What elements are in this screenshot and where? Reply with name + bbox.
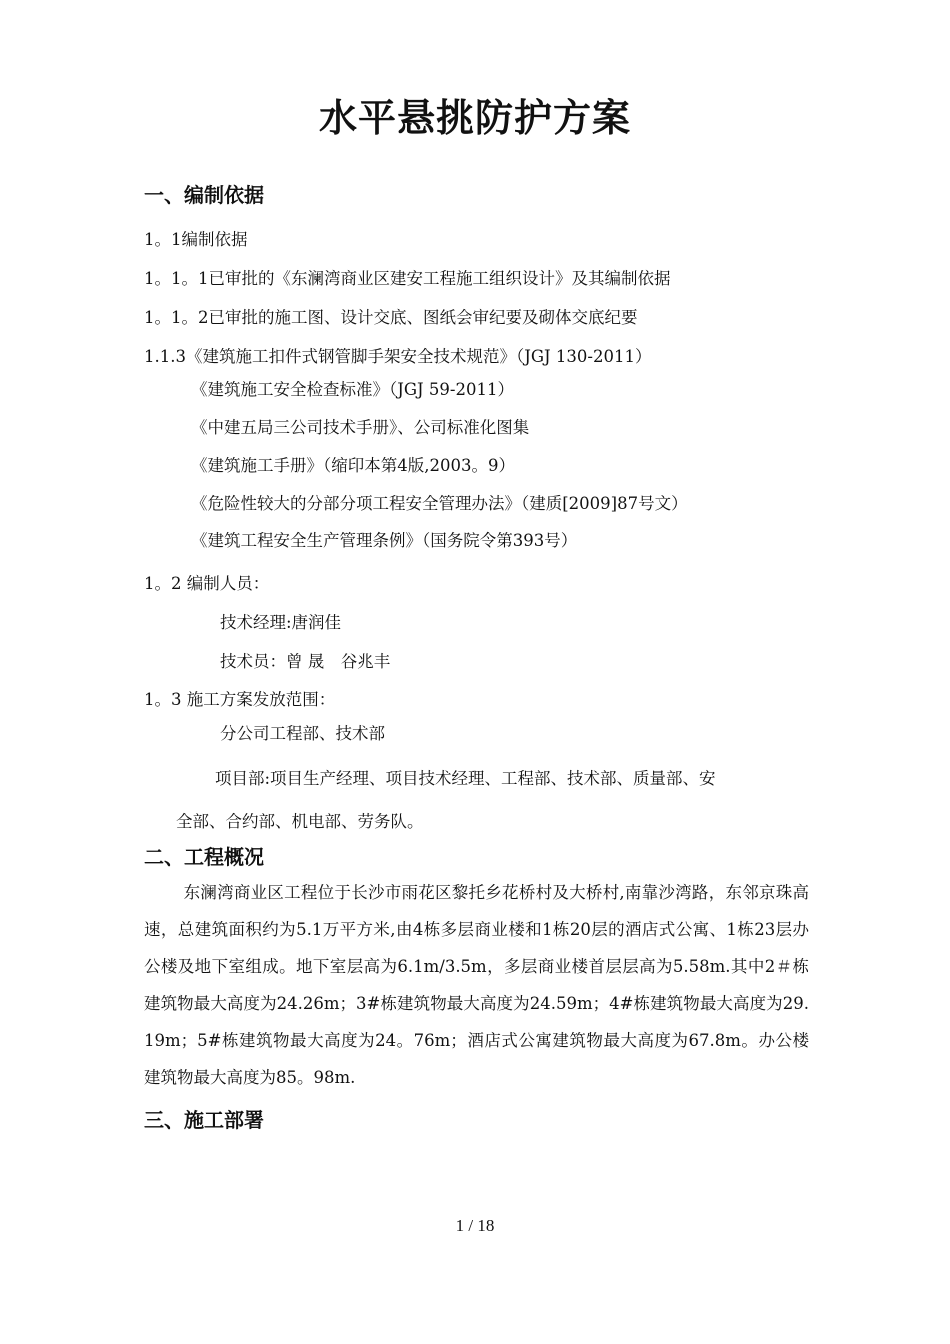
basis-item-1-1-3: 1.1.3《建筑施工扣件式钢管脚手架安全技术规范》（JGJ 130-2011） xyxy=(144,347,652,366)
reference-item: 《建筑工程安全生产管理条例》（国务院令第393号） xyxy=(191,531,578,550)
section-heading-overview: 二、工程概况 xyxy=(144,845,264,869)
staff-item: 技术经理:唐润佳 xyxy=(220,613,342,632)
basis-item-1-1-2: 1。1。2已审批的施工图、设计交底、图纸会审纪要及砌体交底纪要 xyxy=(144,308,638,327)
page-number: 1 / 18 xyxy=(455,1216,495,1235)
section-heading-deployment: 三、施工部署 xyxy=(144,1108,264,1132)
distribution-item: 项目部:项目生产经理、项目技术经理、工程部、技术部、质量部、安 xyxy=(215,769,716,788)
basis-item-1-1-1: 1。1。1已审批的《东澜湾商业区建安工程施工组织设计》及其编制依据 xyxy=(144,269,671,288)
reference-item: 《建筑施工安全检查标准》（JGJ 59-2011） xyxy=(191,380,514,399)
reference-item: 《危险性较大的分部分项工程安全管理办法》（建质[2009]87号文） xyxy=(191,494,688,513)
reference-item: 《中建五局三公司技术手册》、公司标准化图集 xyxy=(191,418,530,437)
distribution-item: 分公司工程部、技术部 xyxy=(220,724,385,743)
distribution-item-continued: 全部、合约部、机电部、劳务队。 xyxy=(176,812,424,831)
reference-item: 《建筑施工手册》（缩印本第4版,2003。9） xyxy=(191,456,515,475)
distribution-heading: 1。3 施工方案发放范围： xyxy=(144,690,336,709)
overview-paragraph: 东澜湾商业区工程位于长沙市雨花区黎托乡花桥村及大桥村,南靠沙湾路，东邻京珠高速，总建筑面积约为5.1万平方米,由4栋多层商业楼和1栋20层的酒店式公寓、1栋23层办公楼及地下室组成。地下室层高为6.1m/3.5m，多层商业楼首层层高为5.58m.其中2＃栋建筑物最大高度为24.26m；3#栋建筑物最大高度为24.59m；4#栋建筑物最大高度为29.19m；5#栋建筑物最大高度为24。76m；酒店式公寓建筑物最大高度为67.8m。办公楼建筑物最大高度为85。98m. xyxy=(144,883,809,1087)
section-heading-basis: 一、编制依据 xyxy=(144,183,264,207)
basis-item-1-1: 1。1编制依据 xyxy=(144,230,248,249)
staff-item: 技术员：曾 晟 谷兆丰 xyxy=(220,652,391,671)
staff-heading: 1。2 编制人员： xyxy=(144,574,270,593)
document-title: 水平悬挑防护方案 xyxy=(318,96,631,140)
